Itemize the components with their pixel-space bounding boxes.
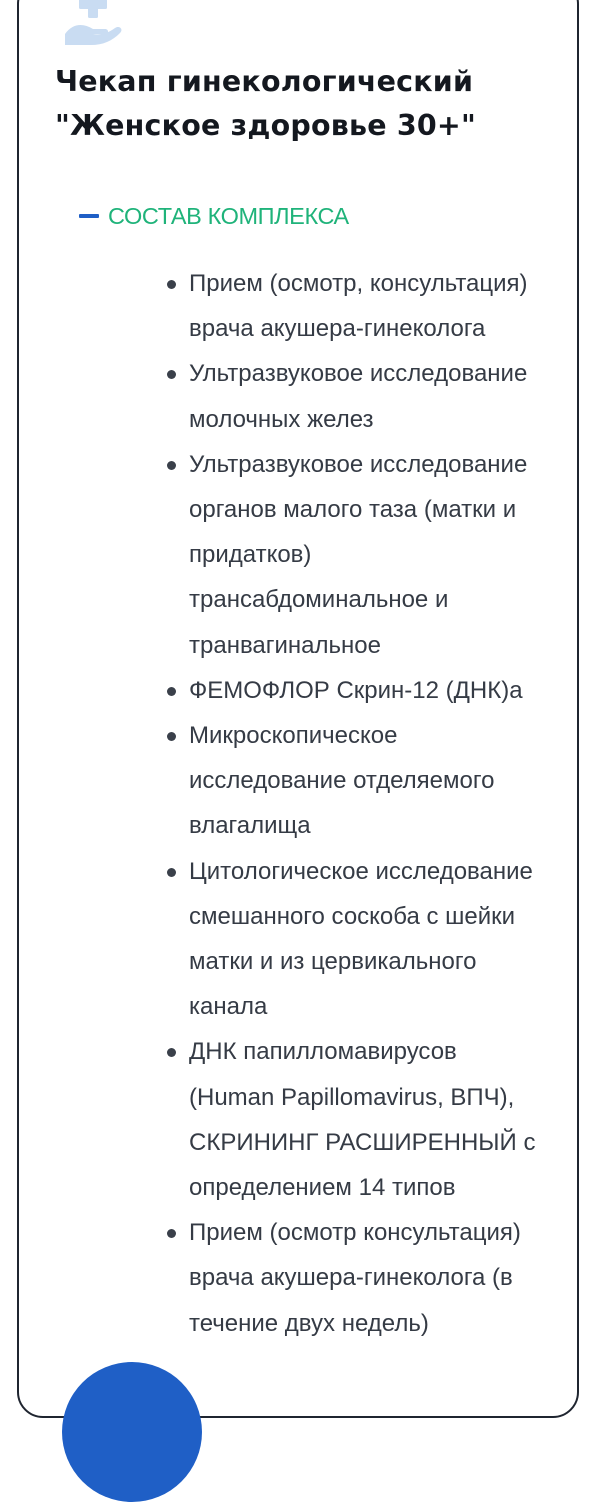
minus-icon: [79, 214, 99, 218]
list-item-text: СКРИНИНГ РАСШИРЕННЫЙ с: [189, 1128, 536, 1156]
list-item-text: врача акушера-гинеколога: [189, 315, 486, 343]
list-item-text: ДНК папилломавирусов: [189, 1038, 457, 1066]
list-item-text: Прием (осмотр, консультация): [189, 270, 528, 297]
list-item-text: матки и из цервикального: [189, 948, 477, 976]
medical-hand-plus-icon: [63, 0, 125, 48]
bullet-icon: [167, 280, 176, 289]
list-item-text: ФЕМОФЛОР Скрин-12 (ДНК)а: [189, 676, 523, 704]
list-item-text: придатков): [189, 541, 312, 569]
list-item: [165, 351, 585, 441]
list-item: [165, 668, 585, 713]
floating-action-button[interactable]: [62, 1362, 202, 1502]
list-item-text: Ультразвуковое исследование: [189, 450, 528, 478]
card-title: [55, 60, 575, 148]
bullet-icon: [167, 1229, 176, 1238]
bullet-icon: [167, 370, 176, 379]
list-item: [165, 849, 585, 1030]
checkup-card: [17, 0, 579, 1418]
composition-list: [165, 261, 585, 1346]
list-item-text: Микроскопическое: [189, 722, 398, 750]
list-item: [165, 713, 585, 849]
list-item-text: определением 14 типов: [189, 1174, 456, 1202]
card-title-line: Чекап гинекологический: [55, 65, 474, 98]
list-item-text: влагалища: [189, 812, 311, 840]
bullet-icon: [167, 868, 176, 877]
list-item-text: течение двух недель): [189, 1309, 429, 1337]
list-item: [165, 261, 585, 351]
bullet-icon: [167, 461, 176, 470]
section-label: СОСТАВ КОМПЛЕКСА: [108, 202, 349, 229]
bullet-icon: [167, 1048, 176, 1057]
list-item-text: трансабдоминальное и: [189, 586, 449, 614]
list-item-text: канала: [189, 993, 268, 1021]
list-item-text: исследование отделяемого: [189, 767, 495, 795]
card-title-line: "Женское здоровье 30+": [55, 109, 477, 142]
list-item: [165, 1029, 585, 1210]
list-item: [165, 442, 585, 668]
section-toggle-composition[interactable]: [79, 198, 349, 234]
list-item-text: Ультразвуковое исследование: [189, 360, 528, 388]
list-item-text: (Human Papillomavirus, ВПЧ),: [189, 1083, 515, 1111]
list-item: [165, 1210, 585, 1346]
list-item-text: смешанного соскоба с шейки: [189, 902, 516, 930]
bullet-icon: [167, 687, 176, 696]
list-item-text: Цитологическое исследование: [189, 857, 533, 885]
list-item-text: врача акушера-гинеколога (в: [189, 1264, 513, 1292]
list-item-text: молочных желез: [189, 405, 374, 433]
list-item-text: Прием (осмотр консультация): [189, 1219, 521, 1247]
list-item-text: транвагинальное: [189, 631, 381, 659]
list-item-text: органов малого таза (матки и: [189, 496, 517, 524]
bullet-icon: [167, 732, 176, 741]
